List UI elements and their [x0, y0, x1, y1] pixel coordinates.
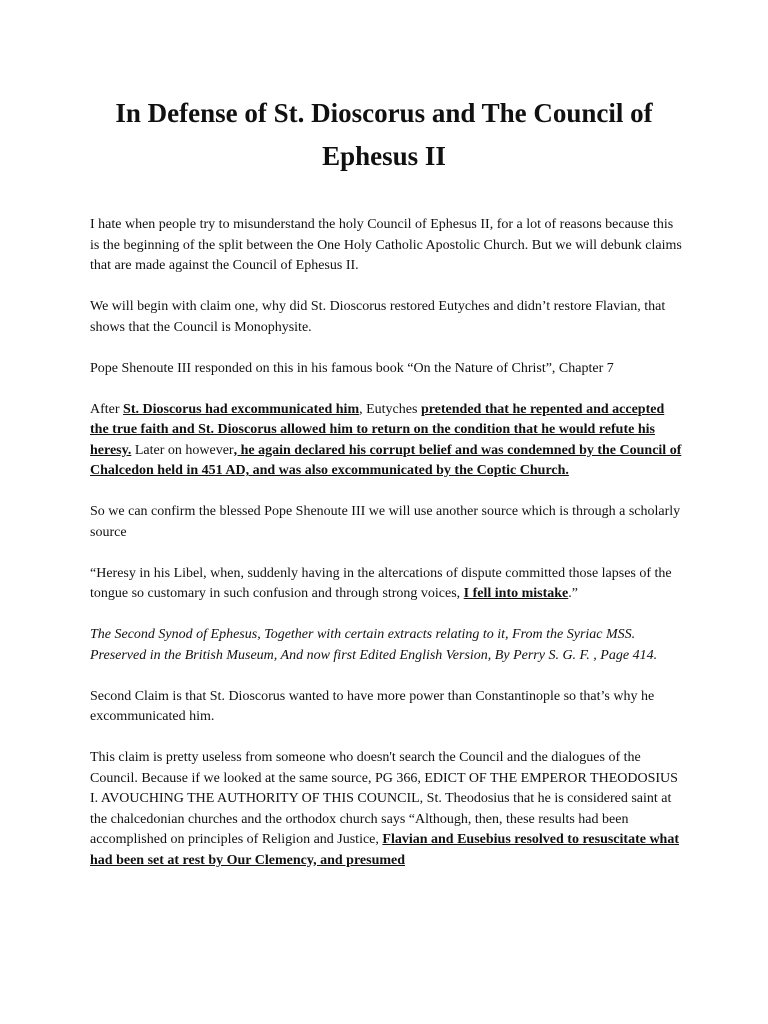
edict-paragraph	[90, 748, 686, 871]
quote-text: Later on however	[131, 442, 234, 458]
quote-emphasis: , he again declared his corrupt belief and was condemned by the Council of Chalcedon held in 451 AD, and was also excommunicated by the Coptic Church.	[90, 442, 682, 478]
claim-two-paragraph: Second Claim is that St. Dioscorus wanted to have more power than Constantinople so that’s why he excommunicated him.	[90, 688, 655, 724]
libel-quote-text: .”	[568, 586, 578, 601]
quote-paragraph	[90, 400, 686, 482]
page-title: In Defense of St. Dioscorus and The Council of Ephesus II	[115, 98, 653, 171]
quote-text: , Eutyches	[359, 401, 421, 417]
document-body	[90, 215, 686, 892]
intro-paragraph: I hate when people try to misunderstand the holy Council of Ephesus II, for a lot of reasons because this is the beginning of the split between the One Holy Catholic Apostolic Church. But we will debunk claims that are made against the Council of Ephesus II.	[90, 217, 682, 273]
quote-emphasis: pretended that he repented and accepted the true faith and St. Dioscorus allowed him to return on the condition that he would refute his heresy.	[90, 401, 665, 458]
edict-emphasis: Flavian and Eusebius resolved to resuscitate what had been set at rest by Our Clemency, and presumed	[90, 832, 680, 868]
quote-text: After	[90, 401, 124, 417]
confirm-paragraph: So we can confirm the blessed Pope Shenoute III we will use another source which is through a scholarly source	[90, 504, 681, 540]
libel-quote-emphasis: I fell into mistake	[463, 586, 569, 601]
claim-one-paragraph: We will begin with claim one, why did St. Dioscorus restored Eutyches and didn’t restore Flavian, that shows that the Council is Monophysite.	[90, 299, 666, 335]
citation-paragraph: The Second Synod of Ephesus, Together with certain extracts relating to it, From the Syriac MSS. Preserved in the British Museum, And now first Edited English Version, By Perry S. G. F. , Page 414.	[90, 627, 658, 663]
libel-quote-text: “Heresy in his Libel, when, suddenly having in the altercations of dispute committed those lapses of the tongue so customary in such confusion and through strong voices,	[90, 565, 672, 601]
edict-text: This claim is pretty useless from someone who doesn't search the Council and the dialogues of the Council. Because if we looked at the same source, PG 366, EDICT OF THE EMPEROR THEODOSIUS I. AVOUCHING THE AUTHORITY OF THIS COUNCIL, St. Theodosius that he is considered saint at the chalcedonian churches and the orthodox church says “Although, then, these results had been accomplished on principles of Religion and Justice,	[90, 750, 678, 847]
quote-emphasis: St. Dioscorus had excommunicated him	[123, 401, 360, 417]
libel-quote-paragraph	[90, 564, 686, 605]
pope-shenoute-paragraph: Pope Shenoute III responded on this in his famous book “On the Nature of Christ”, Chapter 7	[90, 360, 614, 376]
